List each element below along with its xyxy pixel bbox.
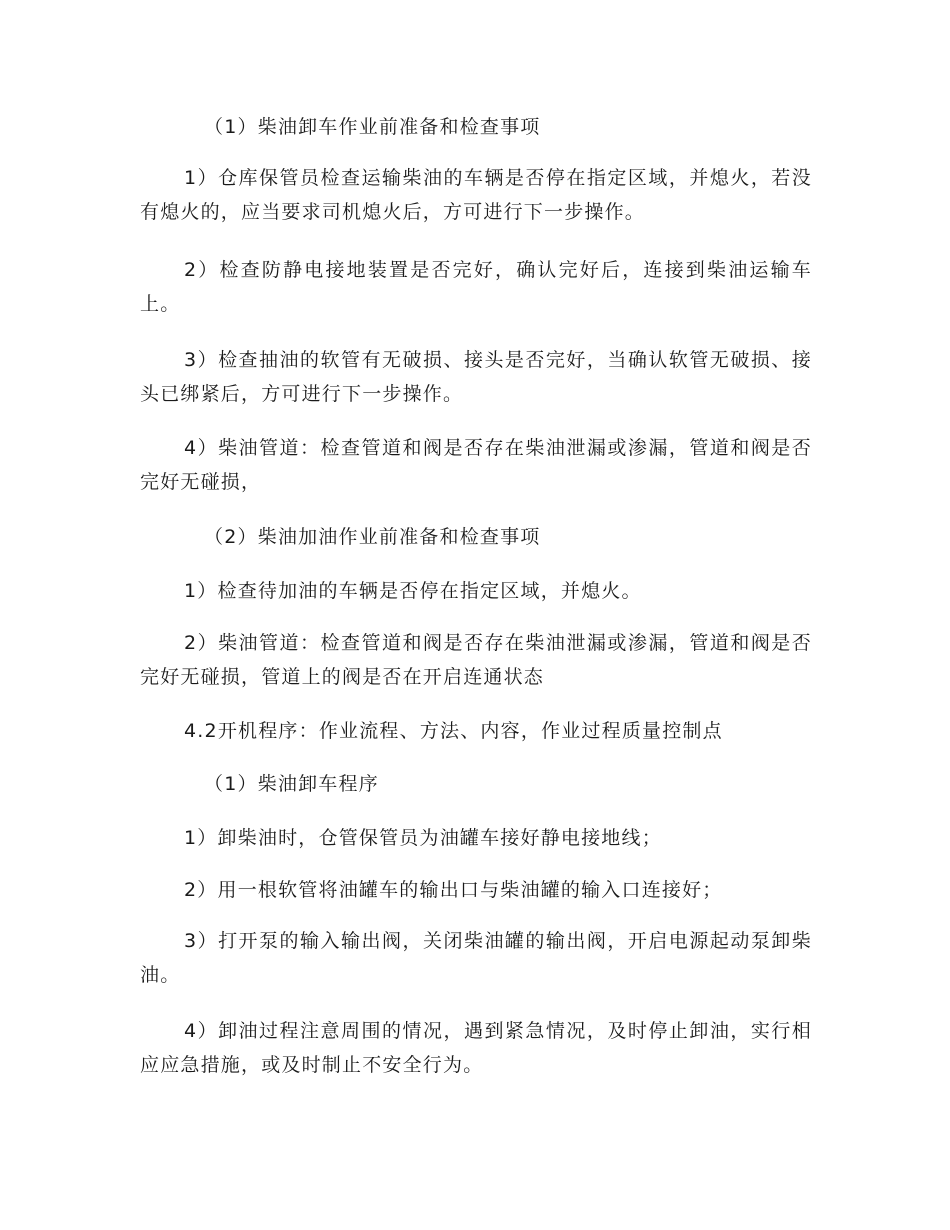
paragraph-item: 4）柴油管道：检查管道和阀是否存在柴油泄漏或渗漏，管道和阀是否完好无碰损， (140, 437, 812, 493)
paragraph-item: 1）仓库保管员检查运输柴油的车辆是否停在指定区域，并熄火，若没有熄火的，应当要求司机熄火后，方可进行下一步操作。 (140, 167, 812, 223)
paragraph-item: 3）打开泵的输入输出阀，关闭柴油罐的输出阀，开启电源起动泵卸柴油。 (140, 930, 812, 986)
paragraph-item: 4）卸油过程注意周围的情况，遇到紧急情况，及时停止卸油，实行相应应急措施，或及时制止不安全行为。 (140, 1020, 812, 1076)
paragraph-item: 2）用一根软管将油罐车的输出口与柴油罐的输入口连接好； (184, 879, 723, 901)
section-heading-unloading-prep: （1）柴油卸车作业前准备和检查事项 (204, 116, 541, 138)
section-heading-refuel-prep: （2）柴油加油作业前准备和检查事项 (204, 526, 541, 548)
section-heading-unloading-procedure: （1）柴油卸车程序 (204, 773, 379, 795)
paragraph-item: 2）检查防静电接地装置是否完好，确认完好后，连接到柴油运输车上。 (140, 259, 812, 315)
paragraph-item: 1）检查待加油的车辆是否停在指定区域，并熄火。 (184, 580, 642, 602)
section-heading-startup: 4.2开机程序：作业流程、方法、内容，作业过程质量控制点 (184, 720, 723, 742)
paragraph-item: 1）卸柴油时，仓管保管员为油罐车接好静电接地线； (184, 827, 662, 849)
paragraph-item: 3）检查抽油的软管有无破损、接头是否完好，当确认软管无破损、接头已绑紧后，方可进行下一步操作。 (140, 349, 812, 405)
paragraph-item: 2）柴油管道：检查管道和阀是否存在柴油泄漏或渗漏，管道和阀是否完好无碰损，管道上的阀是否在开启连通状态 (140, 632, 812, 688)
